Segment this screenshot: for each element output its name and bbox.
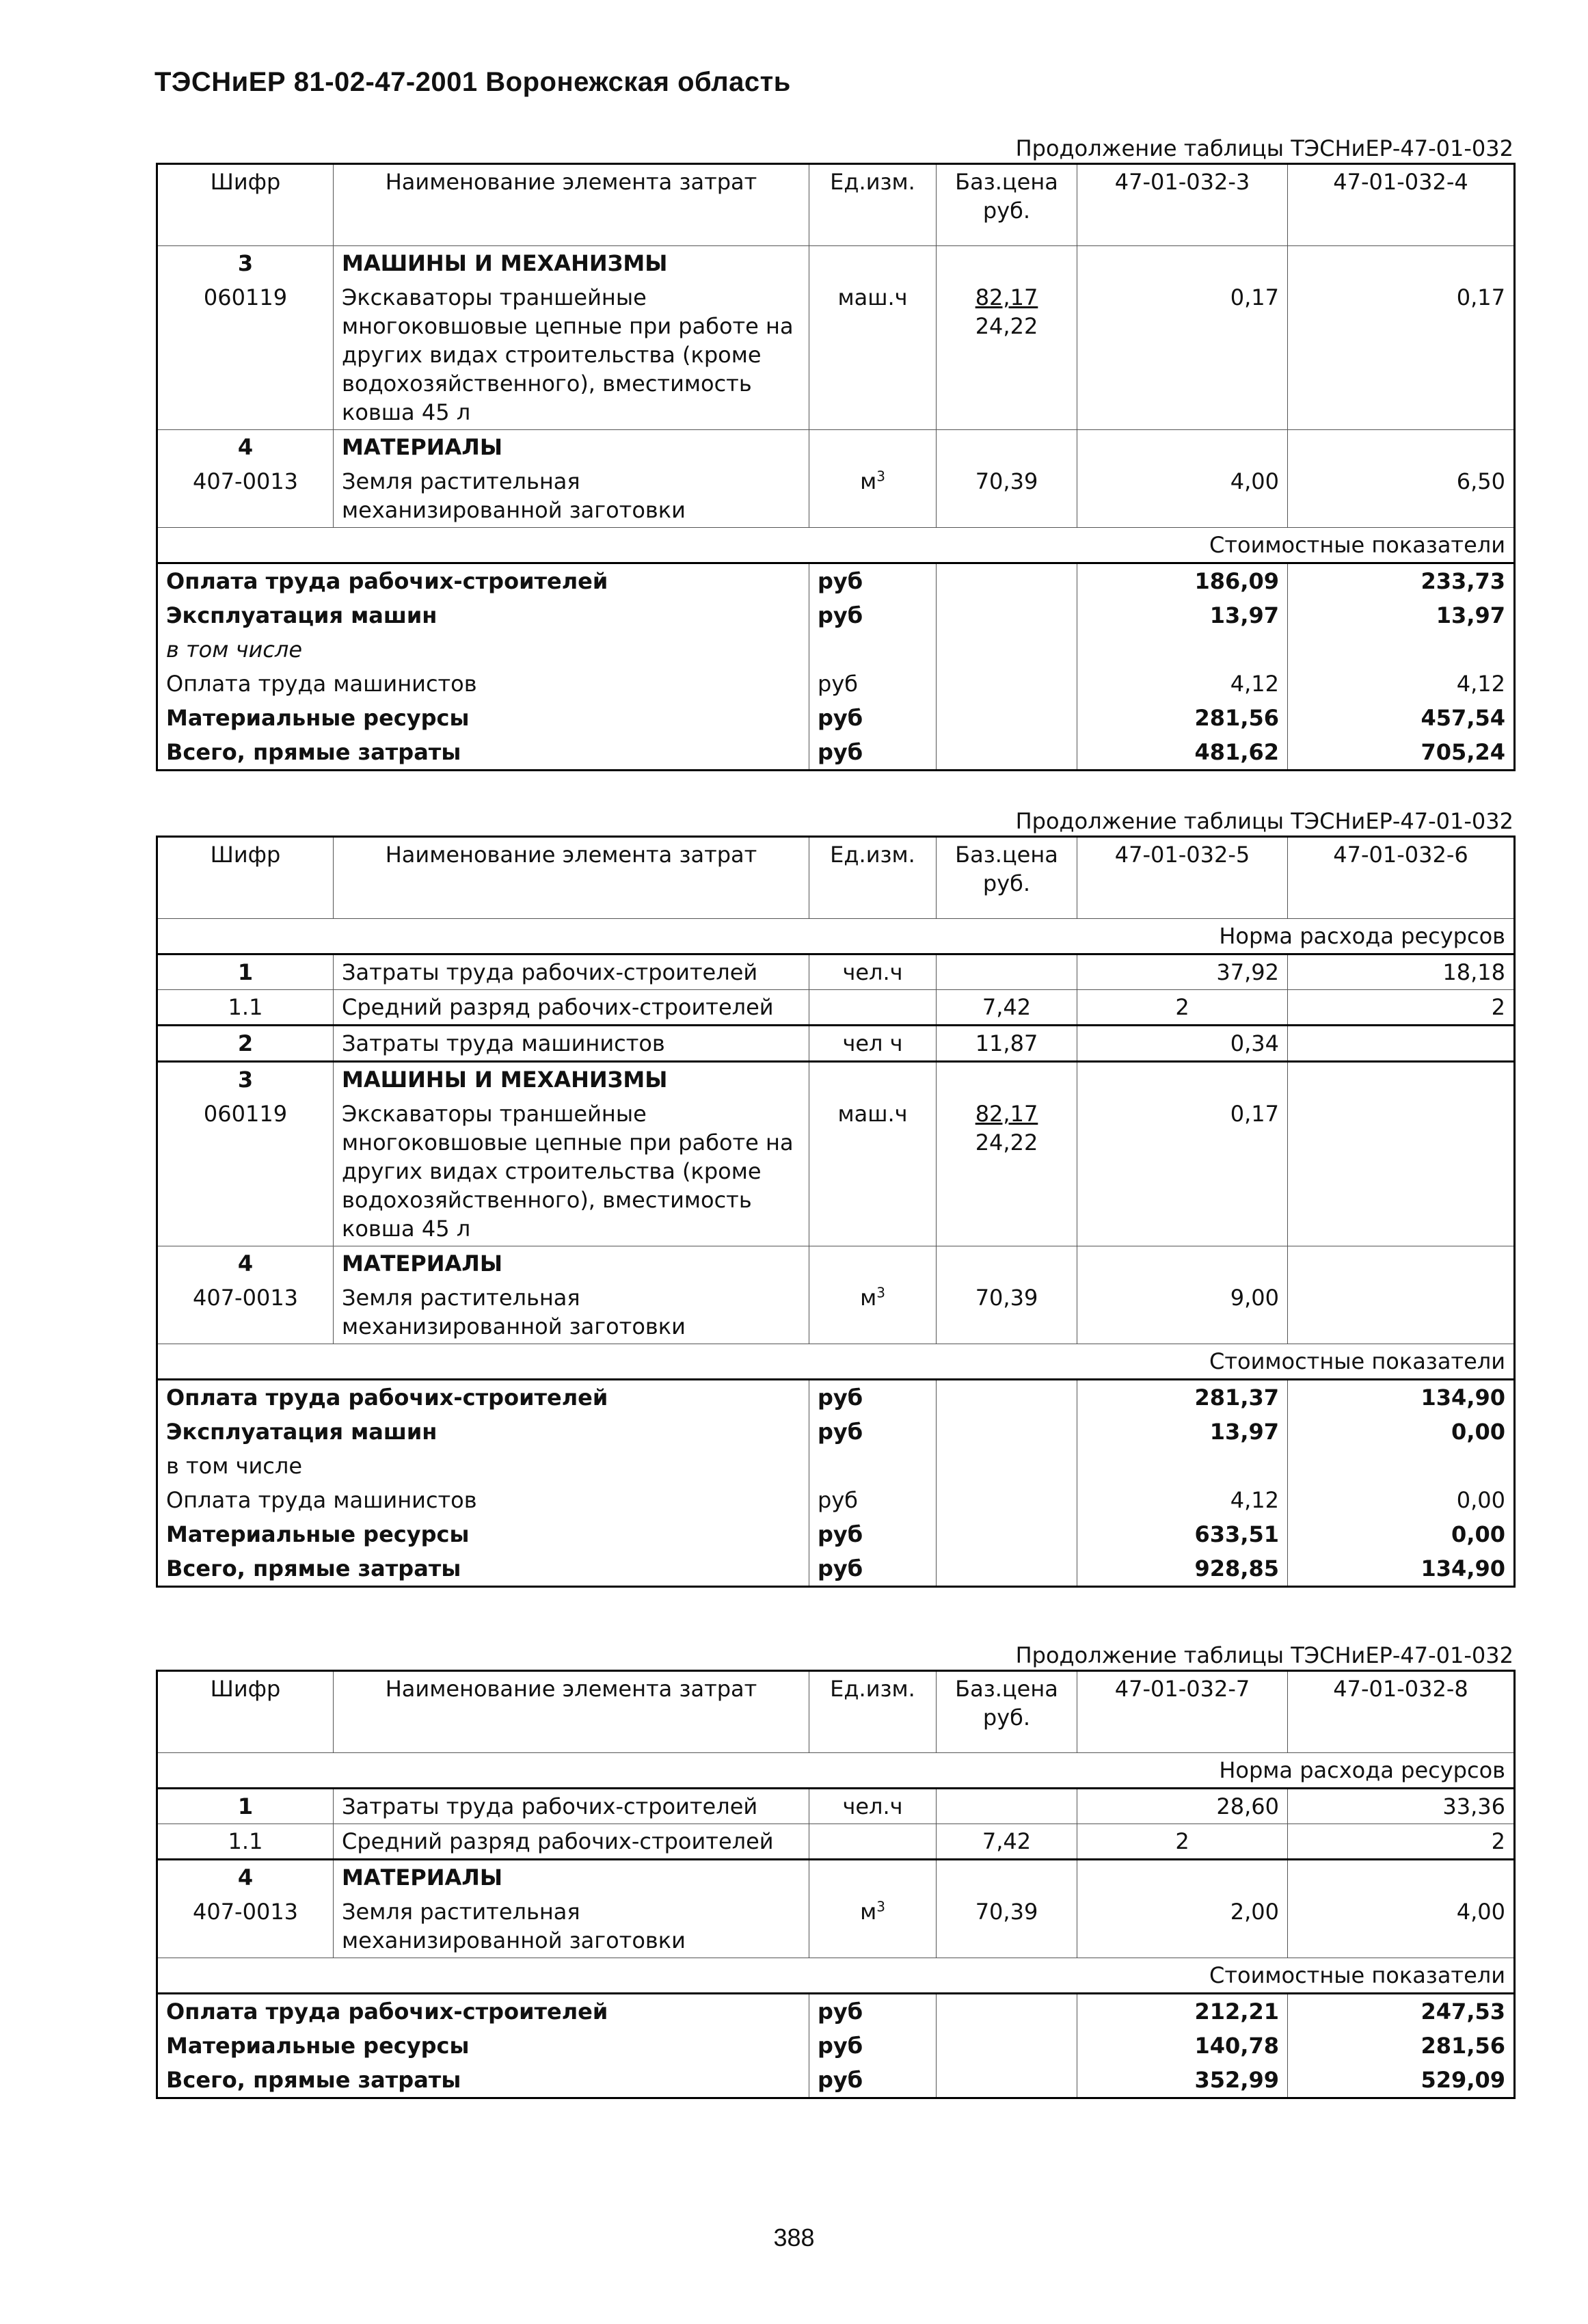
- section-row: [157, 246, 1515, 281]
- resource-unit: [809, 1895, 937, 1958]
- cost-unit: руб: [809, 598, 937, 632]
- norm-value-1: 2: [1077, 1824, 1288, 1860]
- price-bottom: 24,22: [975, 1130, 1038, 1156]
- cost-value-2: 0,00: [1288, 1517, 1515, 1551]
- col-header-unit: Ед.изм.: [809, 837, 937, 919]
- cost-value-2: 281,56: [1288, 2029, 1515, 2063]
- table-row: [157, 280, 1515, 430]
- col-header-price: Баз.цена руб.: [937, 1671, 1077, 1753]
- norm-table-3: [156, 1641, 1513, 2099]
- page-title: ТЭСНиЕР 81-02-47-2001 Воронежская область: [154, 67, 791, 97]
- cost-header: Стоимостные показатели: [157, 528, 1515, 563]
- cost-header-row: [157, 1958, 1515, 1994]
- resource-code: 1: [157, 954, 334, 990]
- norm-value-2: 2: [1288, 1824, 1515, 1860]
- table-row: [157, 1789, 1515, 1824]
- cost-value-2: 705,24: [1288, 735, 1515, 771]
- col-header-unit: Ед.изм.: [809, 1671, 937, 1753]
- norm-value-1: 0,17: [1077, 1097, 1288, 1246]
- cost-value-2: 134,90: [1288, 1551, 1515, 1587]
- resource-code: 060119: [203, 284, 288, 310]
- norm-value-1: 2: [1077, 990, 1288, 1026]
- cost-value-2: 13,97: [1288, 598, 1515, 632]
- section-code: 4: [157, 1246, 334, 1281]
- norm-value-2: [1288, 1281, 1515, 1344]
- unit-base: м: [860, 1285, 877, 1311]
- cost-label: Эксплуатация машин: [166, 1419, 438, 1445]
- cost-label: Эксплуатация машин: [166, 602, 438, 628]
- cost-row: [157, 2063, 1515, 2098]
- col-header-norm-2: 47-01-032-6: [1288, 837, 1515, 919]
- cost-value-1: 212,21: [1077, 1994, 1288, 2029]
- norm-header: Норма расхода ресурсов: [157, 919, 1515, 954]
- section-code: 3: [157, 246, 334, 281]
- resource-price: [937, 954, 1077, 990]
- cost-label: в том числе: [166, 637, 302, 663]
- norm-value-1: 28,60: [1077, 1789, 1288, 1824]
- cost-value-2: 0,00: [1288, 1483, 1515, 1517]
- table-header-row: [157, 164, 1515, 246]
- resource-code: 407-0013: [192, 1899, 299, 1925]
- section-title: МАТЕРИАЛЫ: [334, 1246, 809, 1281]
- cost-header-row: [157, 1344, 1515, 1380]
- norm-value-1: 2,00: [1077, 1895, 1288, 1958]
- table-row: [157, 1824, 1515, 1860]
- cost-row: [157, 563, 1515, 599]
- table-row: [157, 1097, 1515, 1246]
- section-title: МАТЕРИАЛЫ: [334, 430, 809, 465]
- resource-name: Средний разряд рабочих-строителей: [334, 990, 809, 1026]
- unit-sup: 3: [876, 1284, 885, 1301]
- resource-price: 7,42: [937, 1824, 1077, 1860]
- cost-row: [157, 1551, 1515, 1587]
- resource-unit: [809, 1281, 937, 1344]
- cost-label: Всего, прямые затраты: [166, 1555, 461, 1581]
- cost-label: Материальные ресурсы: [166, 705, 470, 731]
- cost-value-1: 186,09: [1077, 563, 1288, 599]
- cost-unit: руб: [809, 1551, 937, 1587]
- unit-base: м: [860, 1899, 877, 1925]
- cost-row: [157, 1380, 1515, 1415]
- col-header-name: Наименование элемента затрат: [334, 1671, 809, 1753]
- norm-value-2: 0,17: [1288, 280, 1515, 430]
- norm-table-1: [156, 134, 1513, 771]
- resource-unit: маш.ч: [809, 1097, 937, 1246]
- resource-unit: чел.ч: [809, 954, 937, 990]
- table-header-row: [157, 1671, 1515, 1753]
- price-top: 82,17: [975, 284, 1038, 310]
- cost-unit: руб: [809, 701, 937, 735]
- resource-price: 7,42: [937, 990, 1077, 1026]
- resource-code: 1.1: [157, 1824, 334, 1860]
- cost-value-1: 13,97: [1077, 1415, 1288, 1449]
- resource-price: [937, 280, 1077, 430]
- resource-name: Затраты труда машинистов: [334, 1026, 809, 1062]
- norm-value-1: 0,17: [1077, 280, 1288, 430]
- resource-name: Затраты труда рабочих-строителей: [334, 954, 809, 990]
- table-row: [157, 954, 1515, 990]
- cost-value-2: 4,12: [1288, 667, 1515, 701]
- cost-unit: руб: [809, 1415, 937, 1449]
- norm-value-1: 9,00: [1077, 1281, 1288, 1344]
- norm-header-row: [157, 1753, 1515, 1789]
- resource-table: [156, 1670, 1516, 2099]
- section-row: [157, 430, 1515, 465]
- price-top: 82,17: [975, 1101, 1038, 1127]
- norm-value-2: 6,50: [1288, 464, 1515, 528]
- cost-header: Стоимостные показатели: [157, 1344, 1515, 1380]
- unit-base: м: [860, 468, 877, 494]
- section-row: [157, 1860, 1515, 1895]
- cost-row: [157, 1994, 1515, 2029]
- table-caption: Продолжение таблицы ТЭСНиЕР-47-01-032: [1015, 1642, 1513, 1668]
- table-row: [157, 464, 1515, 528]
- resource-table: [156, 836, 1516, 1588]
- cost-label: Оплата труда рабочих-строителей: [157, 1380, 809, 1415]
- norm-value-2: [1288, 1097, 1515, 1246]
- cost-unit: руб: [809, 667, 937, 701]
- cost-unit: руб: [809, 1380, 937, 1415]
- resource-code: 407-0013: [192, 468, 299, 494]
- resource-unit: [809, 990, 937, 1026]
- unit-sup: 3: [876, 468, 885, 485]
- resource-code: 1: [157, 1789, 334, 1824]
- resource-name: Средний разряд рабочих-строителей: [334, 1824, 809, 1860]
- resource-price: [937, 1097, 1077, 1246]
- resource-name: Затраты труда рабочих-строителей: [334, 1789, 809, 1824]
- norm-value-1: 4,00: [1077, 464, 1288, 528]
- col-header-unit: Ед.изм.: [809, 164, 937, 246]
- norm-table-2: [156, 807, 1513, 1588]
- resource-code: 2: [157, 1026, 334, 1062]
- norm-header-row: [157, 919, 1515, 954]
- cost-label: в том числе: [166, 1453, 302, 1479]
- table-header-row: [157, 837, 1515, 919]
- table-row: [157, 1895, 1515, 1958]
- col-header-name: Наименование элемента затрат: [334, 164, 809, 246]
- table-row: [157, 1281, 1515, 1344]
- resource-code: 1.1: [157, 990, 334, 1026]
- cost-row: [157, 1517, 1515, 1551]
- cost-row: [157, 667, 1515, 701]
- resource-unit: [809, 1824, 937, 1860]
- col-header-name: Наименование элемента затрат: [334, 837, 809, 919]
- norm-value-2: 2: [1288, 990, 1515, 1026]
- section-code: 4: [157, 1860, 334, 1895]
- norm-value-2: 18,18: [1288, 954, 1515, 990]
- col-header-code: Шифр: [210, 1676, 281, 1702]
- cost-row: [157, 632, 1515, 667]
- resource-name: Земля растительная механизированной заготовки: [334, 464, 809, 528]
- cost-value-1: 140,78: [1077, 2029, 1288, 2063]
- table-caption: Продолжение таблицы ТЭСНиЕР-47-01-032: [1015, 808, 1513, 834]
- price-bottom: 24,22: [975, 313, 1038, 339]
- norm-value-1: 0,34: [1077, 1026, 1288, 1062]
- resource-price: 70,39: [937, 1895, 1077, 1958]
- resource-unit: [809, 464, 937, 528]
- cost-value-1: 4,12: [1077, 667, 1288, 701]
- cost-value-1: 928,85: [1077, 1551, 1288, 1587]
- section-code: 4: [157, 430, 334, 465]
- cost-label: Всего, прямые затраты: [166, 2067, 461, 2093]
- section-code: 3: [157, 1062, 334, 1097]
- resource-name: Земля растительная механизированной заготовки: [334, 1281, 809, 1344]
- section-title: МАШИНЫ И МЕХАНИЗМЫ: [334, 1062, 809, 1097]
- cost-unit: руб: [809, 563, 937, 599]
- cost-unit: руб: [809, 735, 937, 771]
- unit-sup: 3: [876, 1898, 885, 1915]
- col-header-price: Баз.цена руб.: [937, 837, 1077, 919]
- col-header-norm-1: 47-01-032-3: [1077, 164, 1288, 246]
- norm-value-2: 33,36: [1288, 1789, 1515, 1824]
- resource-code: 060119: [203, 1101, 288, 1127]
- resource-price: 11,87: [937, 1026, 1077, 1062]
- col-header-norm-2: 47-01-032-8: [1288, 1671, 1515, 1753]
- cost-label: Материальные ресурсы: [166, 2033, 470, 2059]
- cost-value-2: 247,53: [1288, 1994, 1515, 2029]
- page-number: 388: [773, 2223, 815, 2252]
- cost-value-1: 13,97: [1077, 598, 1288, 632]
- cost-unit: руб: [809, 1517, 937, 1551]
- cost-value-1: 281,37: [1077, 1380, 1288, 1415]
- norm-value-1: 37,92: [1077, 954, 1288, 990]
- resource-table: [156, 163, 1516, 771]
- resource-unit: маш.ч: [809, 280, 937, 430]
- cost-header-row: [157, 528, 1515, 563]
- cost-value-2: 233,73: [1288, 563, 1515, 599]
- cost-label: Оплата труда машинистов: [166, 671, 477, 697]
- cost-label: Оплата труда машинистов: [166, 1487, 477, 1513]
- table-row: [157, 1026, 1515, 1062]
- cost-value-1: 4,12: [1077, 1483, 1288, 1517]
- cost-row: [157, 1449, 1515, 1483]
- cost-value-2: 457,54: [1288, 701, 1515, 735]
- cost-row: [157, 1483, 1515, 1517]
- cost-row: [157, 701, 1515, 735]
- col-header-norm-2: 47-01-032-4: [1288, 164, 1515, 246]
- cost-row: [157, 735, 1515, 771]
- cost-label: Оплата труда рабочих-строителей: [157, 563, 809, 599]
- col-header-code: Шифр: [210, 169, 281, 195]
- cost-value-1: 352,99: [1077, 2063, 1288, 2098]
- cost-unit: руб: [809, 1483, 937, 1517]
- cost-value-2: 0,00: [1288, 1415, 1515, 1449]
- cost-row: [157, 2029, 1515, 2063]
- resource-name: Экскаваторы траншейные многоковшовые цепные при работе на других видах строительства (кроме водохозяйственного), вместимость ковша 45 л: [334, 280, 809, 430]
- resource-price: [937, 1789, 1077, 1824]
- cost-value-1: 633,51: [1077, 1517, 1288, 1551]
- cost-header: Стоимостные показатели: [157, 1958, 1515, 1994]
- cost-value-1: 281,56: [1077, 701, 1288, 735]
- resource-price: 70,39: [937, 1281, 1077, 1344]
- norm-header: Норма расхода ресурсов: [157, 1753, 1515, 1789]
- cost-row: [157, 598, 1515, 632]
- norm-value-2: [1288, 1026, 1515, 1062]
- cost-value-2: 529,09: [1288, 2063, 1515, 2098]
- resource-name: Земля растительная механизированной заготовки: [334, 1895, 809, 1958]
- norm-value-2: 4,00: [1288, 1895, 1515, 1958]
- cost-unit: руб: [809, 2063, 937, 2098]
- cost-unit: руб: [809, 2029, 937, 2063]
- cost-unit: руб: [809, 1994, 937, 2029]
- section-title: МАТЕРИАЛЫ: [334, 1860, 809, 1895]
- col-header-norm-1: 47-01-032-5: [1077, 837, 1288, 919]
- resource-code: 407-0013: [192, 1285, 299, 1311]
- col-header-norm-1: 47-01-032-7: [1077, 1671, 1288, 1753]
- cost-label: Материальные ресурсы: [166, 1521, 470, 1547]
- col-header-code: Шифр: [210, 842, 281, 868]
- section-row: [157, 1062, 1515, 1097]
- table-row: [157, 990, 1515, 1026]
- cost-row: [157, 1415, 1515, 1449]
- section-row: [157, 1246, 1515, 1281]
- cost-value-1: 481,62: [1077, 735, 1288, 771]
- cost-label: Всего, прямые затраты: [166, 739, 461, 765]
- cost-value-2: 134,90: [1288, 1380, 1515, 1415]
- resource-price: 70,39: [937, 464, 1077, 528]
- cost-label: Оплата труда рабочих-строителей: [157, 1994, 809, 2029]
- section-title: МАШИНЫ И МЕХАНИЗМЫ: [334, 246, 809, 281]
- resource-unit: чел.ч: [809, 1789, 937, 1824]
- resource-name: Экскаваторы траншейные многоковшовые цепные при работе на других видах строительства (кроме водохозяйственного), вместимость ковша 45 л: [334, 1097, 809, 1246]
- resource-unit: чел ч: [809, 1026, 937, 1062]
- col-header-price: Баз.цена руб.: [937, 164, 1077, 246]
- table-caption: Продолжение таблицы ТЭСНиЕР-47-01-032: [1015, 135, 1513, 161]
